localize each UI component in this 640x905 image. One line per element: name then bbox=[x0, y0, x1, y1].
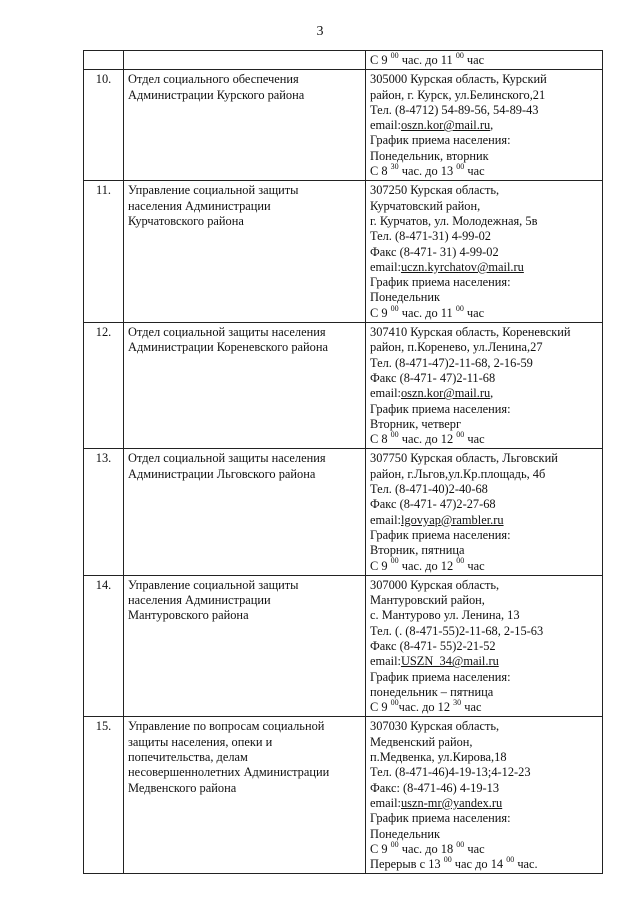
contact-info-line: Медвенский район, bbox=[370, 734, 473, 749]
contact-info-line: Факс (8-471- 47)2-27-68 bbox=[370, 497, 496, 512]
contact-info-line: График приема населения: bbox=[370, 401, 511, 416]
agency-name-line: защиты населения, опеки и bbox=[128, 734, 273, 749]
table-row bbox=[84, 70, 603, 181]
contact-info-line: с. Мантурово ул. Ленина, 13 bbox=[370, 608, 520, 623]
agency-name-line: Мантуровского района bbox=[128, 608, 249, 623]
contact-info-line: График приема населения: bbox=[370, 133, 511, 148]
contact-info-cell bbox=[366, 51, 603, 70]
agency-name-line: населения Администрации bbox=[128, 593, 271, 608]
contact-info-line: Понедельник bbox=[370, 826, 441, 841]
table-row bbox=[84, 181, 603, 323]
contact-info-line: email:oszn.kor@mail.ru, bbox=[370, 118, 494, 133]
table-body bbox=[84, 51, 603, 874]
contact-info-cell bbox=[366, 181, 603, 323]
contact-info-line: email:USZN_34@mail.ru bbox=[370, 654, 499, 669]
agency-name-cell bbox=[124, 51, 366, 70]
schedule-line: С 9 $^{00}$ час. до 11 $^{00}$ час bbox=[370, 50, 485, 67]
agency-name-line: несовершеннолетних Администрации bbox=[128, 765, 330, 780]
contact-info-line: email:oszn.kor@mail.ru, bbox=[370, 386, 494, 401]
contact-info-cell bbox=[366, 323, 603, 449]
contact-info-line: email:lgovyap@rambler.ru bbox=[370, 512, 504, 527]
row-number-cell: 14. bbox=[84, 575, 124, 717]
row-number-cell: 15. bbox=[84, 717, 124, 874]
table-row bbox=[84, 575, 603, 717]
contact-info-line: С 8 $^{00}$ час. до 12 $^{00}$ час bbox=[370, 430, 485, 447]
row-number-cell: 12. bbox=[84, 323, 124, 449]
contact-info-line: район, г.Льгов,ул.Кр.площадь, 4б bbox=[370, 466, 546, 481]
table-row bbox=[84, 323, 603, 449]
agency-name-line: Администрации Курского района bbox=[128, 87, 305, 102]
contact-info-line: email:uczn.kyrchatov@mail.ru bbox=[370, 259, 524, 274]
agency-name-cell bbox=[124, 575, 366, 717]
contact-info-line: Перерыв с 13 $^{00}$ час до 14 $^{00}$ час. bbox=[370, 855, 538, 872]
contact-info-line: Вторник, пятница bbox=[370, 543, 465, 558]
contact-info-line: район, г. Курск, ул.Белинского,21 bbox=[370, 87, 546, 102]
contact-info-line: График приема населения: bbox=[370, 275, 511, 290]
contact-info-cell bbox=[366, 70, 603, 181]
contact-info-line: г. Курчатов, ул. Молодежная, 5в bbox=[370, 213, 538, 228]
agency-name-cell bbox=[124, 181, 366, 323]
contact-info-line: Тел. (8-471-40)2-40-68 bbox=[370, 482, 488, 497]
row-number-cell: 10. bbox=[84, 70, 124, 181]
row-number-cell: 11. bbox=[84, 181, 124, 323]
contact-info-line: Тел. (8-4712) 54-89-56, 54-89-43 bbox=[370, 102, 539, 117]
agency-name-line: Управление по вопросам социальной bbox=[128, 719, 325, 734]
contact-info-line: Факс: (8-471-46) 4-19-13 bbox=[370, 780, 500, 795]
table-row-continuation bbox=[84, 51, 603, 70]
contact-info-line: С 9 $^{00}$ час. до 12 $^{00}$ час bbox=[370, 556, 485, 573]
agency-name-line: Администрации Льговского района bbox=[128, 466, 316, 481]
agency-name-line: населения Администрации bbox=[128, 198, 271, 213]
agency-name-cell bbox=[124, 717, 366, 874]
agency-name-cell bbox=[124, 70, 366, 181]
agency-name-line: Администрации Кореневского района bbox=[128, 340, 328, 355]
contact-info-line: С 9 $^{00}$ час. до 18 $^{00}$ час bbox=[370, 839, 485, 856]
contact-info-line: Факс (8-471- 47)2-11-68 bbox=[370, 370, 496, 385]
page-number: 3 bbox=[316, 24, 324, 39]
contact-info-line: Тел. (8-471-31) 4-99-02 bbox=[370, 229, 491, 244]
agency-name-line: попечительства, делам bbox=[128, 750, 248, 765]
agency-name-line: Отдел социального обеспечения bbox=[128, 72, 299, 87]
contact-info-line: Понедельник bbox=[370, 290, 441, 305]
contact-info-line: Тел. (8-471-46)4-19-13;4-12-23 bbox=[370, 765, 531, 780]
agency-name-line: Курчатовского района bbox=[128, 213, 244, 228]
row-number-cell bbox=[84, 51, 124, 70]
contact-info-line: Тел. (8-471-47)2-11-68, 2-16-59 bbox=[370, 355, 533, 370]
contact-info-line: Вторник, четверг bbox=[370, 416, 462, 431]
contact-info-line: Курчатовский район, bbox=[370, 198, 481, 213]
contact-info-line: График приема населения: bbox=[370, 811, 511, 826]
agency-name-cell bbox=[124, 323, 366, 449]
contact-info-line: График приема населения: bbox=[370, 527, 511, 542]
contact-info-line: понедельник – пятница bbox=[370, 684, 494, 699]
contact-info-line: С 9 $^{00}$час. до 12 $^{30}$ час bbox=[370, 698, 482, 715]
contact-info-line: Тел. (. (8-471-55)2-11-68, 2-15-63 bbox=[370, 623, 544, 638]
contact-info-line: 307750 Курская область, Льговский bbox=[370, 451, 558, 466]
agencies-table bbox=[83, 50, 603, 874]
row-number-cell: 13. bbox=[84, 449, 124, 575]
table-row bbox=[84, 717, 603, 874]
agency-name-line: Медвенского района bbox=[128, 780, 237, 795]
contact-info-line: Факс (8-471- 55)2-21-52 bbox=[370, 638, 496, 653]
contact-info-line: График приема населения: bbox=[370, 669, 511, 684]
contact-info-line: район, п.Коренево, ул.Ленина,27 bbox=[370, 340, 543, 355]
agency-name-line: Отдел социальной защиты населения bbox=[128, 325, 326, 340]
contact-info-line: С 8 $^{30}$ час. до 13 $^{00}$ час bbox=[370, 161, 485, 179]
contact-info-line: email:uszn-mr@yandex.ru bbox=[370, 795, 503, 810]
agency-name-cell bbox=[124, 449, 366, 575]
contact-info-line: Мантуровский район, bbox=[370, 593, 485, 608]
agency-name-line: Отдел социальной защиты населения bbox=[128, 451, 326, 466]
contact-info-cell bbox=[366, 449, 603, 575]
agency-name-line: Управление социальной защиты bbox=[128, 577, 299, 592]
contact-info-line: Понедельник, вторник bbox=[370, 148, 489, 163]
contact-info-cell bbox=[366, 575, 603, 717]
contact-info-line: С 9 $^{00}$ час. до 11 $^{00}$ час bbox=[370, 303, 485, 320]
contact-info-line: п.Медвенка, ул.Кирова,18 bbox=[370, 750, 507, 765]
contact-info-line: 307000 Курская область, bbox=[370, 577, 500, 592]
agency-name-line: Управление социальной защиты bbox=[128, 183, 299, 198]
contact-info-line: 305000 Курская область, Курский bbox=[370, 72, 547, 87]
contact-info-line: 307410 Курская область, Кореневский bbox=[370, 325, 571, 340]
contact-info-line: Факс (8-471- 31) 4-99-02 bbox=[370, 244, 499, 259]
table-row bbox=[84, 449, 603, 575]
contact-info-line: 307030 Курская область, bbox=[370, 719, 500, 734]
contact-info-line: 307250 Курская область, bbox=[370, 183, 500, 198]
contact-info-cell bbox=[366, 717, 603, 874]
